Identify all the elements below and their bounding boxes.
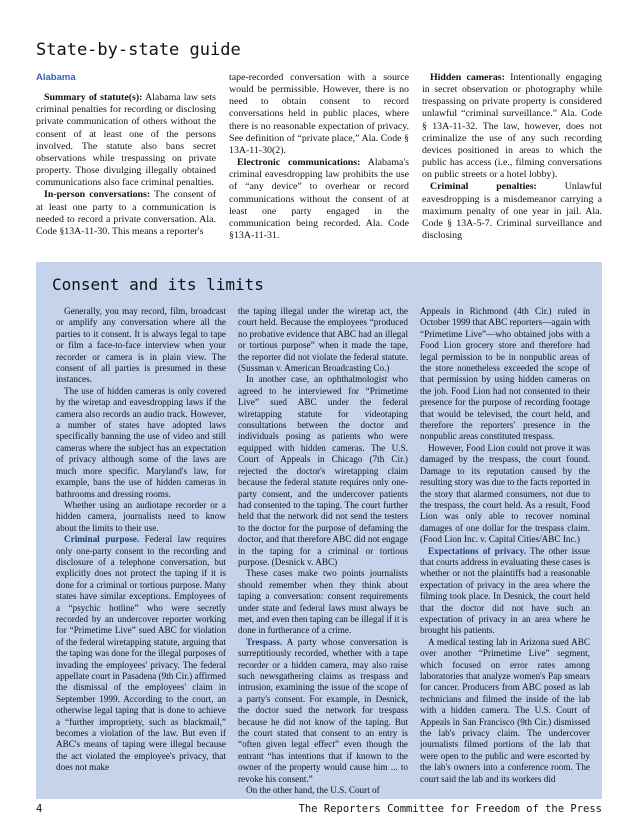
- paragraph-text: Whether using an audiotape recorder or a hidden camera, journalists need to know about the limits to their use.: [56, 499, 226, 533]
- paragraph: [238, 306, 408, 374]
- paragraph-heading: Summary of statute(s):: [44, 92, 143, 104]
- paragraph-text: The consent of at least one party to a communication is needed to record a private conversation. Ala. Code §13A-11-30. This means a reporter's: [36, 189, 216, 237]
- box-column-3: [420, 306, 590, 796]
- paragraph: [422, 72, 602, 181]
- paragraph-text: Intentionally engaging in secret observation or photography while trespassing on private property is considered unlawful “criminal surveillance.” Ala. Code § 13A-11-32. The law, however, does not criminalize the use of any such recording devices positioned in areas to which the public has access (i.e., filming conversations on public streets or a hotel lobby).: [422, 72, 602, 181]
- paragraph: [238, 568, 408, 636]
- box-columns: [56, 306, 590, 796]
- paragraph-text: The use of hidden cameras is only covered by the wiretap and eavesdropping laws if the camera also records an audio track. However, a number of states have adopted laws specifically banning the use of video and still cameras where the subject has an expectation of privacy although some of the laws are much more specific. Maryland's law, for example, bans the use of hidden cameras in bathrooms and dressing rooms.: [56, 385, 226, 499]
- paragraph-text: The other issue that courts address in evaluating these cases is whether or not the plaintiffs had a reasonable expectation of privacy in the area where the filming took place. In Desnick, the court held that the doctor did not have such an expectation of privacy in an area where he brought his patients.: [420, 545, 590, 636]
- paragraph-heading: Criminal purpose.: [64, 534, 140, 545]
- paragraph: [420, 443, 590, 546]
- paragraph-text: tape-recorded conversation with a source would be permissible. However, there is no need to obtain consent to record conversations held in public places, where there is no reasonable expectation of privacy. See definition of “private place,” Ala. Code § 13A-11-30(2).: [229, 72, 409, 156]
- paragraph-text: Alabama's criminal eavesdropping law prohibits the use of “any device” to overhear or record communications without the consent of at least one party engaged in the communication being recorded. Ala. Code §13A-11-31.: [229, 157, 409, 242]
- paragraph: [229, 72, 409, 157]
- paragraph-text: Generally, you may record, film, broadcast or amplify any conversation where all the parties to it consent. It is always legal to tape or film a face-to-face interview when your recorder or camera is in plain view. The consent of all parties is presumed in these instances.: [56, 306, 226, 385]
- paragraph: [56, 386, 226, 500]
- paragraph: [420, 306, 590, 443]
- section-title: State-by-state guide: [36, 40, 241, 60]
- paragraph: [422, 181, 602, 242]
- paragraph-heading: Hidden cameras:: [430, 72, 505, 83]
- paragraph: [420, 546, 590, 637]
- consent-sidebar-box: [36, 262, 602, 799]
- box-column-2: [238, 306, 408, 796]
- paragraph: [56, 534, 226, 774]
- box-column-1: [56, 306, 226, 796]
- top-column-3: [422, 72, 602, 254]
- paragraph-text: On the other hand, the U.S. Court of: [246, 785, 380, 796]
- paragraph: [420, 637, 590, 785]
- publication-name: The Reporters Committee for Freedom of the Press: [298, 803, 602, 815]
- paragraph: [238, 785, 408, 796]
- paragraph-text: Alabama law sets criminal penalties for recording or disclosing private communication of others without the consent of at least one of the persons involved. The statute also bans secret observations while trespassing on private property. Those divulging illegally obtained communications also face criminal penalties.: [36, 92, 216, 189]
- page-footer: [36, 803, 602, 821]
- top-column-1: [36, 72, 216, 254]
- paragraph-text: Unlawful eavesdropping is a misdemeanor carrying a maximum penalty of one year in jail. Ala. Code § 13A-5-7. Criminal surveillance and disclosing: [422, 181, 602, 242]
- state-label: Alabama: [36, 72, 76, 83]
- box-title: Consent and its limits: [52, 275, 264, 294]
- paragraph: [36, 189, 216, 238]
- paragraph-heading: In-person conversations:: [44, 189, 151, 201]
- paragraph-heading: Criminal penalties:: [430, 181, 537, 193]
- state-guide-columns: [36, 72, 602, 254]
- paragraph-text: These cases make two points journalists should remember when they think about taping a conversation: consent requirements under state and federal laws must always be met, and even then taping can be illegal if it is done in furtherance of a crime.: [238, 568, 408, 636]
- top-column-2: [229, 72, 409, 254]
- paragraph-text: However, Food Lion could not prove it was damaged by the trespass, the court found. Damage to its reputation caused by the resulting story was due to the facts reported in the story that alarmed consumers, not due to the trespass, the court held. As a result, Food Lion was only able to recover nominal damages of one dollar for the trespass claim. (Food Lion Inc. v. Capital Cities/ABC Inc.): [420, 442, 590, 545]
- paragraph: [56, 306, 226, 386]
- paragraph-text: Appeals in Richmond (4th Cir.) ruled in October 1999 that ABC reporters—again with “Primetime Live”—who obtained jobs with a Food Lion grocery store and therefore had legal permission to be in nonpublic areas of the store nonetheless exceeded the scope of that permission by using hidden cameras on the job. Food Lion had not consented to their presence for the purpose of recording footage that would be televised, the court held, and therefore the reporters' presence in the nonpublic areas constituted trespass.: [420, 306, 590, 442]
- paragraph-heading: Trespass.: [246, 636, 283, 647]
- paragraph: [56, 500, 226, 534]
- paragraph-text: Federal law requires only one-party consent to the recording and disclosure of a telephone conversation, but explicitly does not protect the taping if it is done for a criminal or tortious purpose. Many states have similar exceptions. Employees of a “psychic hotline” who were secretly recorded by an undercover reporter working for “Primetime Live” sued ABC for violation of the federal wiretapping statute, arguing that the taping was done for the illegal purposes of invading the employees' privacy. The federal appellate court in Pasadena (9th Cir.) affirmed the dismissal of the employees' claim in September 1999. According to the court, an otherwise legal taping that is done to achieve a “further impropriety, such as blackmail,” becomes a violation of the law. But even if ABC's means of taping were illegal because the act violated the employee's privacy, that does not make: [56, 534, 226, 773]
- paragraph-text: A medical testing lab in Arizona sued ABC over another “Primetime Live” segment, which focused on error rates among laboratories that analyze women's Pap smears for cancer. Producers from ABC posed as lab technicians and filmed the inside of the lab with a hidden camera. The U.S. Court of Appeals in San Francisco (9th Cir.) dismissed the lab's privacy claim. The undercover journalists filmed portions of the lab that were open to the public and were escorted by the lab's owners into a conference room. The court said the lab and its workers did: [420, 636, 590, 784]
- paragraph-heading: Expectations of privacy.: [428, 545, 526, 556]
- paragraph-text: A party whose conversation is surreptitiously recorded, whether with a tape recorder or a hidden camera, may also raise such newsgathering claims as trespass and intrusion, examining the issue of the scope of a party's consent. For example, in Desnick, the doctor sued the network for trespass because he did not know of the taping. But the court stated that consent to an entry is “often given legal effect” even though the entrant “has intentions that if known to the owner of the property would cause him ... to revoke his consent.”: [238, 636, 408, 784]
- paragraph-text: In another case, an ophthalmologist who agreed to be interviewed for “Primetime Live” sued ABC under the federal wiretapping statute for videotaping consultations between the doctor and individuals posing as patients who were equipped with hidden cameras. The U.S. Court of Appeals in Chicago (7th Cir.) rejected the doctor's wiretapping claim because the federal statute requires only one-party consent, and the undercover patients had consented to the taping. The court further held that the network did not send the testers to the doctor for the purpose of defaming the doctor, and that therefore ABC did not engage in the taping for a criminal or tortious purpose. (Desnick v. ABC): [238, 374, 408, 567]
- paragraph-text: the taping illegal under the wiretap act, the court held. Because the employees “produced no probative evidence that ABC had an illegal or tortious purpose” when it made the tape, the reporter did not violate the federal statute. (Sussman v. American Broadcasting Co.): [238, 306, 408, 374]
- page-number: 4: [36, 803, 43, 815]
- paragraph: [229, 157, 409, 242]
- paragraph: [36, 92, 216, 189]
- paragraph: [238, 374, 408, 568]
- paragraph: [238, 637, 408, 785]
- paragraph-heading: Electronic communications:: [237, 157, 361, 169]
